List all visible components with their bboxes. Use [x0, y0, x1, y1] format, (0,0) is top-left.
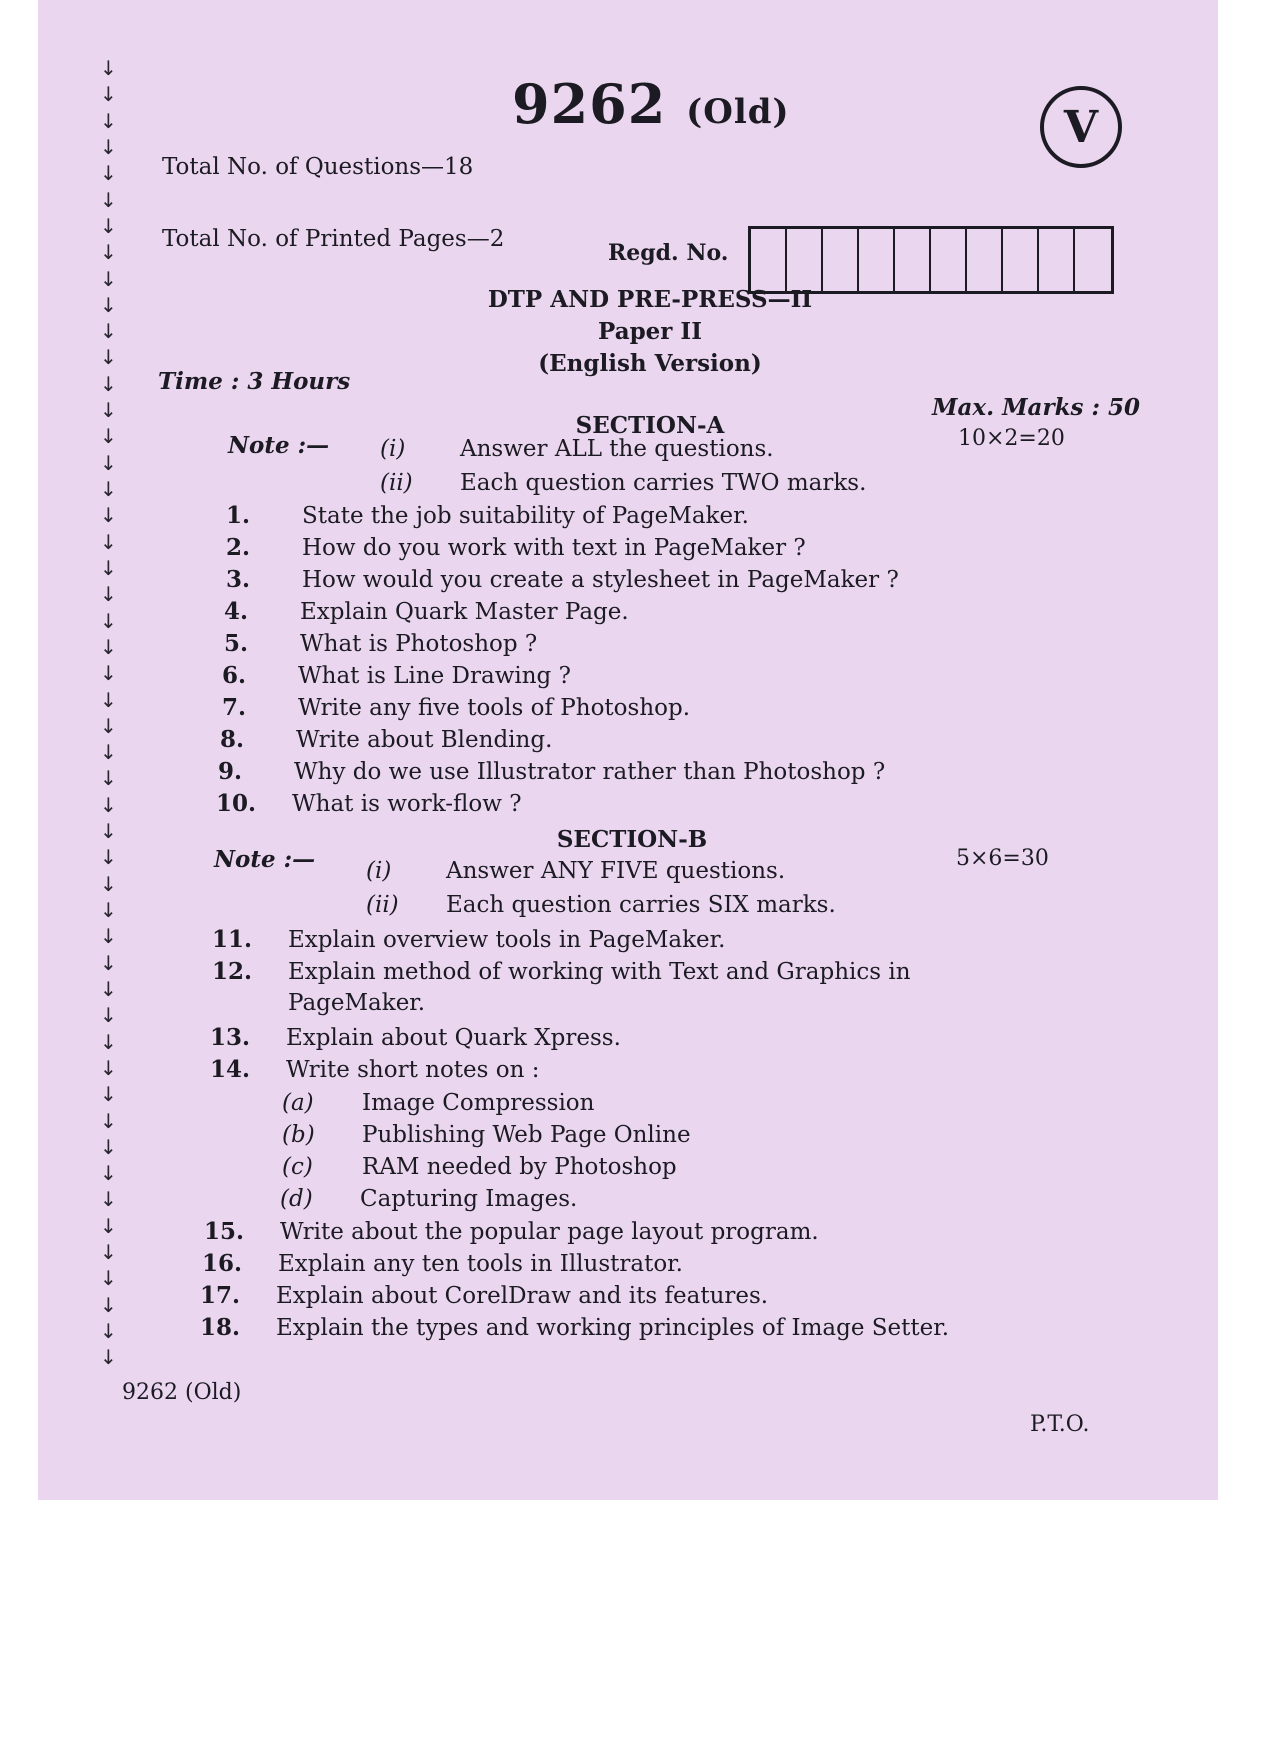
- regd-box[interactable]: [895, 229, 931, 291]
- arrow-icon: ↓: [100, 845, 117, 870]
- section-b-note-item: [366, 892, 836, 918]
- section-b-marks: 5×6=30: [956, 846, 1049, 871]
- note-item-label: (i): [380, 436, 406, 462]
- footer-paper-code: 9262 (Old): [122, 1380, 242, 1405]
- regd-box[interactable]: [931, 229, 967, 291]
- paper-code: 9262: [512, 72, 667, 136]
- question-number: 10.: [216, 790, 257, 817]
- question-number: 14.: [210, 1056, 251, 1083]
- question-item: [224, 630, 537, 657]
- arrow-icon: ↓: [100, 740, 117, 765]
- arrow-icon: ↓: [100, 1029, 117, 1054]
- question-number: 1.: [226, 502, 251, 529]
- question-item: [222, 662, 571, 689]
- sub-item-text: Image Compression: [362, 1090, 595, 1116]
- version-label: (English Version): [538, 350, 762, 377]
- note-item-label: (ii): [366, 892, 399, 918]
- regd-box[interactable]: [1003, 229, 1039, 291]
- arrow-icon: ↓: [100, 371, 117, 396]
- arrow-icon: ↓: [100, 1292, 117, 1317]
- arrow-icon: ↓: [100, 108, 117, 133]
- arrow-icon: ↓: [100, 450, 117, 475]
- arrow-icon: ↓: [100, 1108, 117, 1133]
- question-continuation: PageMaker.: [288, 990, 426, 1016]
- arrow-icon: ↓: [100, 82, 117, 107]
- question-text: Explain any ten tools in Illustrator.: [278, 1251, 683, 1277]
- sub-item: [282, 1154, 677, 1180]
- question-number: 18.: [200, 1314, 241, 1341]
- section-a-marks: 10×2=20: [958, 426, 1065, 451]
- total-questions: Total No. of Questions—18: [162, 154, 474, 180]
- question-text: Write any five tools of Photoshop.: [298, 695, 691, 721]
- arrow-icon: ↓: [100, 976, 117, 1001]
- arrow-icon: ↓: [100, 819, 117, 844]
- question-item: [200, 1314, 949, 1341]
- regd-box[interactable]: [1075, 229, 1111, 291]
- arrow-icon: ↓: [100, 56, 117, 80]
- arrow-icon: ↓: [100, 424, 117, 449]
- question-number: 9.: [218, 758, 243, 785]
- arrow-icon: ↓: [100, 1187, 117, 1212]
- arrow-icon: ↓: [100, 582, 117, 607]
- question-number: 7.: [222, 694, 247, 721]
- question-item: [202, 1250, 683, 1277]
- question-number: 8.: [220, 726, 245, 753]
- arrow-icon: ↓: [100, 555, 117, 580]
- arrow-icon: ↓: [100, 661, 117, 686]
- arrow-icon: ↓: [100, 950, 117, 975]
- arrow-icon: ↓: [100, 319, 117, 344]
- arrow-icon: ↓: [100, 134, 117, 159]
- question-number: 11.: [212, 926, 253, 953]
- arrow-icon: ↓: [100, 792, 117, 817]
- regd-box[interactable]: [1039, 229, 1075, 291]
- footer-pto: P.T.O.: [1030, 1412, 1090, 1437]
- margin-arrows: [100, 58, 160, 1368]
- question-text: Explain the types and working principles of Image Setter.: [276, 1315, 950, 1341]
- sub-item-text: Capturing Images.: [360, 1186, 578, 1212]
- arrow-icon: ↓: [100, 1345, 117, 1370]
- question-number: 17.: [200, 1282, 241, 1309]
- paper-number: Paper II: [598, 318, 702, 345]
- question-number: 5.: [224, 630, 249, 657]
- question-item: [226, 502, 749, 529]
- sub-item: [280, 1186, 577, 1212]
- version-badge-letter: V: [1063, 101, 1099, 153]
- note-item-label: (i): [366, 858, 392, 884]
- regd-no-label: Regd. No.: [608, 240, 729, 266]
- arrow-icon: ↓: [100, 871, 117, 896]
- arrow-icon: ↓: [100, 398, 117, 423]
- arrow-icon: ↓: [100, 345, 117, 370]
- arrow-icon: ↓: [100, 766, 117, 791]
- arrow-icon: ↓: [100, 529, 117, 554]
- question-text: How would you create a stylesheet in PageMaker ?: [302, 567, 899, 593]
- sub-item-label: (b): [282, 1122, 315, 1148]
- question-text: Why do we use Illustrator rather than Photoshop ?: [294, 759, 886, 785]
- section-a-note: [228, 432, 329, 459]
- question-text: Explain method of working with Text and Graphics in: [288, 959, 911, 985]
- sub-item: [282, 1090, 594, 1116]
- arrow-icon: ↓: [100, 187, 117, 212]
- arrow-icon: ↓: [100, 213, 117, 238]
- arrow-icon: ↓: [100, 1003, 117, 1028]
- question-number: 6.: [222, 662, 247, 689]
- question-number: 12.: [212, 958, 253, 985]
- question-text: Explain overview tools in PageMaker.: [288, 927, 726, 953]
- question-text: What is Photoshop ?: [300, 631, 538, 657]
- note-label: Note :—: [214, 846, 316, 873]
- question-item: [204, 1218, 819, 1245]
- section-b-note-item: [366, 858, 785, 884]
- section-a-note-item: [380, 470, 866, 496]
- sub-item-text: RAM needed by Photoshop: [362, 1154, 677, 1180]
- question-item: [216, 790, 522, 817]
- question-text: What is work-flow ?: [292, 791, 522, 817]
- sub-item-text: Publishing Web Page Online: [362, 1122, 691, 1148]
- question-text: State the job suitability of PageMaker.: [302, 503, 749, 529]
- section-a-note-item: [380, 436, 774, 462]
- regd-box[interactable]: [967, 229, 1003, 291]
- arrow-icon: ↓: [100, 1266, 117, 1291]
- total-printed-pages: Total No. of Printed Pages—2: [162, 226, 505, 252]
- question-item: [220, 726, 552, 753]
- question-item: [212, 926, 725, 953]
- question-item: [210, 1056, 539, 1083]
- sub-item: [282, 1122, 691, 1148]
- question-number: 2.: [226, 534, 251, 561]
- section-b-heading: SECTION-B: [556, 826, 708, 853]
- arrow-icon: ↓: [100, 1240, 117, 1265]
- question-item: [224, 598, 629, 625]
- arrow-icon: ↓: [100, 713, 117, 738]
- note-label: Note :—: [228, 432, 330, 459]
- version-badge: [1040, 86, 1122, 168]
- arrow-icon: ↓: [100, 1213, 117, 1238]
- question-number: 4.: [224, 598, 249, 625]
- arrow-icon: ↓: [100, 161, 117, 186]
- regd-box[interactable]: [859, 229, 895, 291]
- note-item-label: (ii): [380, 470, 413, 496]
- question-item: [226, 534, 806, 561]
- question-item: [218, 758, 885, 785]
- arrow-icon: ↓: [100, 477, 117, 501]
- paper-code-suffix: (Old): [686, 92, 790, 132]
- regd-no-boxes[interactable]: [748, 226, 1114, 294]
- regd-box[interactable]: [787, 229, 823, 291]
- question-number: 13.: [210, 1024, 251, 1051]
- paper-code-title: [512, 72, 790, 136]
- sub-item-label: (d): [280, 1186, 313, 1212]
- note-item-text: Each question carries TWO marks.: [460, 470, 867, 496]
- arrow-icon: ↓: [100, 634, 117, 659]
- arrow-icon: ↓: [100, 687, 117, 712]
- max-marks-label: Max. Marks : 50: [932, 394, 1140, 421]
- note-item-text: Each question carries SIX marks.: [446, 892, 836, 918]
- question-item: [210, 1024, 621, 1051]
- question-item: [222, 694, 690, 721]
- question-text: Write short notes on :: [286, 1057, 540, 1083]
- question-text: How do you work with text in PageMaker ?: [302, 535, 806, 561]
- arrow-icon: ↓: [100, 1161, 117, 1186]
- time-label: Time : 3 Hours: [158, 368, 351, 395]
- question-text: What is Line Drawing ?: [298, 663, 571, 689]
- regd-box[interactable]: [823, 229, 859, 291]
- arrow-icon: ↓: [100, 266, 117, 291]
- arrow-icon: ↓: [100, 1319, 117, 1343]
- note-item-text: Answer ANY FIVE questions.: [446, 858, 786, 884]
- sub-item-label: (c): [282, 1154, 313, 1180]
- question-number: 15.: [204, 1218, 245, 1245]
- note-item-text: Answer ALL the questions.: [460, 436, 774, 462]
- arrow-icon: ↓: [100, 924, 117, 949]
- regd-box[interactable]: [751, 229, 787, 291]
- arrow-icon: ↓: [100, 1055, 117, 1080]
- sub-item-label: (a): [282, 1090, 314, 1116]
- arrow-icon: ↓: [100, 292, 117, 317]
- arrow-icon: ↓: [100, 608, 117, 633]
- arrow-icon: ↓: [100, 898, 117, 922]
- question-text: Write about Blending.: [296, 727, 553, 753]
- question-text: Explain Quark Master Page.: [300, 599, 629, 625]
- arrow-icon: ↓: [100, 503, 117, 528]
- arrow-icon: ↓: [100, 1082, 117, 1107]
- question-text: Write about the popular page layout program.: [280, 1219, 819, 1245]
- question-item: [226, 566, 899, 593]
- arrow-icon: ↓: [100, 1134, 117, 1159]
- question-item: [212, 958, 911, 985]
- question-number: 16.: [202, 1250, 243, 1277]
- question-number: 3.: [226, 566, 251, 593]
- arrow-icon: ↓: [100, 240, 117, 265]
- question-item: [200, 1282, 768, 1309]
- question-text: Explain about CorelDraw and its features.: [276, 1283, 769, 1309]
- subject-title: DTP AND PRE-PRESS—II: [487, 286, 813, 313]
- section-a-heading: SECTION-A: [575, 412, 725, 439]
- question-text: Explain about Quark Xpress.: [286, 1025, 621, 1051]
- section-b-note: [214, 846, 315, 873]
